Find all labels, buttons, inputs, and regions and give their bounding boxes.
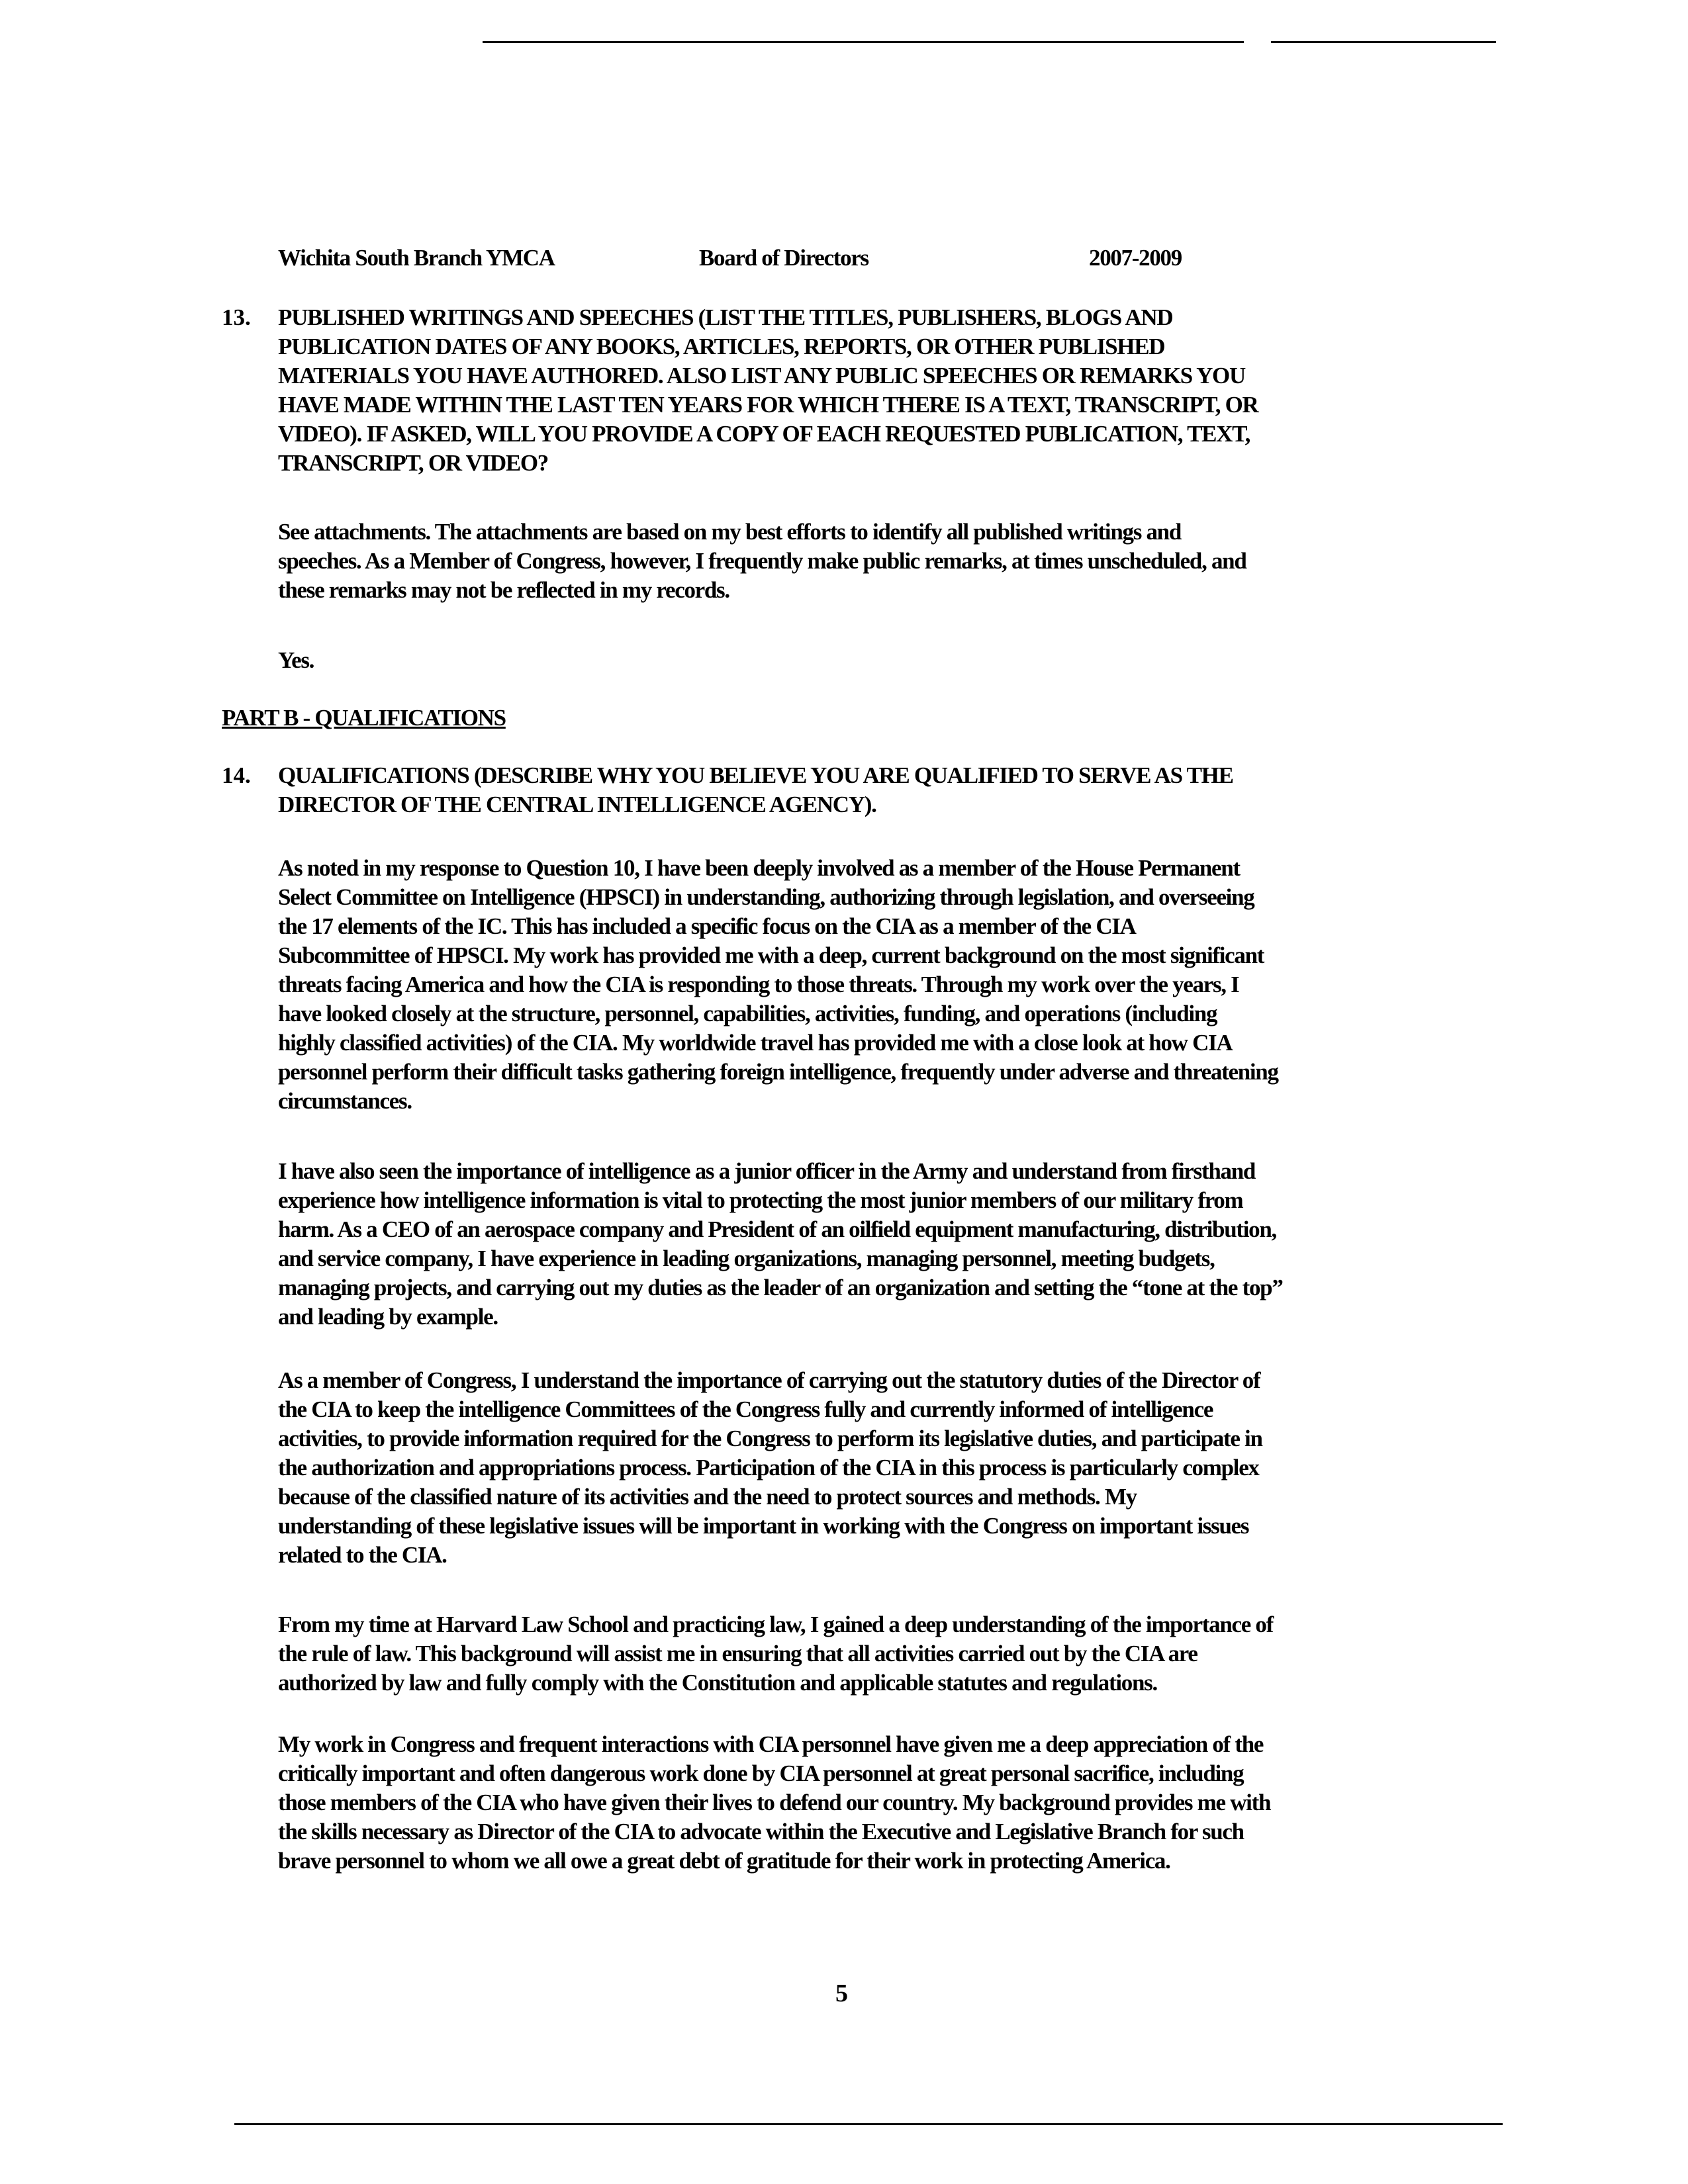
text-line: those members of the CIA who have given their lives to defend our country. My background provides me with <box>278 1790 1271 1815</box>
text-line: experience how intelligence information is vital to protecting the most junior members of our military from <box>278 1187 1243 1213</box>
text-line: As a member of Congress, I understand the importance of carrying out the statutory duties of the Director of <box>278 1367 1260 1393</box>
header-years: 2007-2009 <box>1089 245 1182 271</box>
text-line: PUBLICATION DATES OF ANY BOOKS, ARTICLES, REPORTS, OR OTHER PUBLISHED <box>278 334 1165 359</box>
text-line: authorized by law and fully comply with the Constitution and applicable statutes and regulations. <box>278 1670 1157 1696</box>
top-scan-rule-short <box>1271 41 1496 43</box>
text-line: PUBLISHED WRITINGS AND SPEECHES (LIST THE TITLES, PUBLISHERS, BLOGS AND <box>278 304 1173 330</box>
text-line: harm. As a CEO of an aerospace company and President of an oilfield equipment manufacturing, distribution, <box>278 1216 1276 1242</box>
text-line: because of the classified nature of its activities and the need to protect sources and methods. My <box>278 1484 1137 1510</box>
page-number: 5 <box>835 1979 848 2007</box>
text-line: have looked closely at the structure, personnel, capabilities, activities, funding, and operations (including <box>278 1001 1217 1026</box>
text-line: Subcommittee of HPSCI. My work has provided me with a deep, current background on the most significant <box>278 942 1264 968</box>
text-line: speeches. As a Member of Congress, however, I frequently make public remarks, at times unscheduled, and <box>278 548 1246 574</box>
text-line: the skills necessary as Director of the CIA to advocate within the Executive and Legislative Branch for such <box>278 1819 1244 1844</box>
text-line: activities, to provide information required for the Congress to perform its legislative duties, and participate in <box>278 1426 1262 1451</box>
text-line: DIRECTOR OF THE CENTRAL INTELLIGENCE AGENCY). <box>278 792 876 817</box>
q13-answer <box>278 518 1443 605</box>
text-line: QUALIFICATIONS (DESCRIBE WHY YOU BELIEVE YOU ARE QUALIFIED TO SERVE AS THE <box>278 762 1233 788</box>
q14-question <box>278 761 1443 819</box>
q14-number: 14. <box>222 762 251 788</box>
q14-paragraph-4 <box>278 1610 1443 1698</box>
text-line: these remarks may not be reflected in my records. <box>278 577 729 603</box>
q14-paragraph-3 <box>278 1366 1443 1570</box>
text-line: See attachments. The attachments are based on my best efforts to identify all published writings and <box>278 519 1181 545</box>
text-line: Select Committee on Intelligence (HPSCI) in understanding, authorizing through legislation, and overseeing <box>278 884 1254 910</box>
text-line: the authorization and appropriations process. Participation of the CIA in this process is particularly complex <box>278 1455 1259 1480</box>
text-line: understanding of these legislative issues will be important in working with the Congress on important issues <box>278 1513 1249 1539</box>
q13-number: 13. <box>222 304 251 330</box>
q13-question <box>278 303 1443 478</box>
text-line: personnel perform their difficult tasks gathering foreign intelligence, frequently under adverse and threatening <box>278 1059 1278 1085</box>
text-line: managing projects, and carrying out my duties as the leader of an organization and setting the “tone at the top” <box>278 1275 1283 1300</box>
text-line: and service company, I have experience in leading organizations, managing personnel, meeting budgets, <box>278 1246 1215 1271</box>
text-line: HAVE MADE WITHIN THE LAST TEN YEARS FOR WHICH THERE IS A TEXT, TRANSCRIPT, OR <box>278 392 1258 418</box>
text-line: I have also seen the importance of intelligence as a junior officer in the Army and understand from firsthand <box>278 1158 1256 1184</box>
q13-yes: Yes. <box>278 647 314 673</box>
text-line: the CIA to keep the intelligence Committees of the Congress fully and currently informed of intelligence <box>278 1396 1213 1422</box>
text-line: From my time at Harvard Law School and practicing law, I gained a deep understanding of the importance of <box>278 1612 1273 1637</box>
text-line: the rule of law. This background will assist me in ensuring that all activities carried out by the CIA are <box>278 1641 1197 1666</box>
text-line: As noted in my response to Question 10, I have been deeply involved as a member of the House Permanent <box>278 855 1240 881</box>
text-line: TRANSCRIPT, OR VIDEO? <box>278 450 548 476</box>
q14-paragraph-2 <box>278 1157 1443 1332</box>
header-row <box>278 244 1443 273</box>
text-line: the 17 elements of the IC. This has included a specific focus on the CIA as a member of the CIA <box>278 913 1136 939</box>
top-scan-rule <box>483 41 1244 43</box>
bottom-scan-rule <box>234 2123 1503 2125</box>
text-line: related to the CIA. <box>278 1542 447 1568</box>
text-line: threats facing America and how the CIA is responding to those threats. Through my work over the years, I <box>278 972 1239 997</box>
text-line: highly classified activities) of the CIA. My worldwide travel has provided me with a close look at how CIA <box>278 1030 1233 1056</box>
text-line: circumstances. <box>278 1088 412 1114</box>
text-line: VIDEO). IF ASKED, WILL YOU PROVIDE A COPY OF EACH REQUESTED PUBLICATION, TEXT, <box>278 421 1250 447</box>
text-line: MATERIALS YOU HAVE AUTHORED. ALSO LIST ANY PUBLIC SPEECHES OR REMARKS YOU <box>278 363 1245 388</box>
part-b-heading: PART B - QUALIFICATIONS <box>222 705 506 731</box>
text-line: critically important and often dangerous work done by CIA personnel at great personal sacrifice, including <box>278 1760 1244 1786</box>
header-org: Wichita South Branch YMCA <box>278 245 555 271</box>
q14-paragraph-5 <box>278 1730 1443 1876</box>
header-role: Board of Directors <box>699 245 868 271</box>
q14-paragraph-1 <box>278 854 1443 1116</box>
text-line: My work in Congress and frequent interactions with CIA personnel have given me a deep appreciation of the <box>278 1731 1264 1757</box>
text-line: and leading by example. <box>278 1304 498 1330</box>
text-line: brave personnel to whom we all owe a great debt of gratitude for their work in protecting America. <box>278 1848 1170 1874</box>
